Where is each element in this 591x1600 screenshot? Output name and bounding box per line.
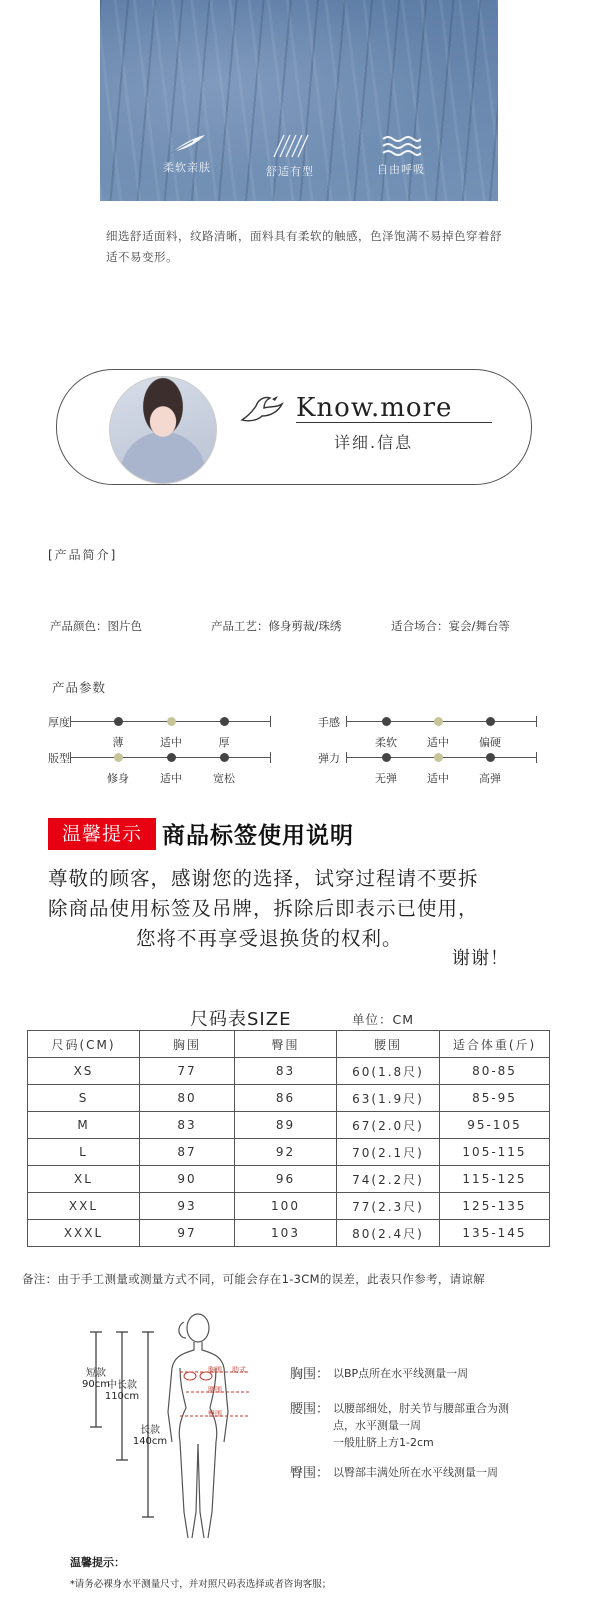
feature-label: 柔软亲肤 <box>163 161 211 174</box>
table-cell: S <box>28 1085 140 1112</box>
hip-desc: 以臀部丰满处所在水平线测量一周 <box>333 1466 498 1479</box>
param-tick <box>536 716 537 727</box>
size-table-unit: 单位：CM <box>352 1012 415 1027</box>
param-option: 无弹 <box>375 772 397 785</box>
tips-text: *请务必裸身水平测量尺寸，并对照尺码表选择或者咨询客服； <box>70 1579 332 1590</box>
size-table-header-cell: 尺码(CM) <box>28 1031 140 1058</box>
param-option: 适中 <box>427 772 449 785</box>
notice-thanks: 谢谢！ <box>452 948 509 969</box>
param-tick <box>70 716 71 727</box>
feature-soft <box>142 133 232 175</box>
table-cell: 67(2.0尺) <box>337 1112 440 1139</box>
waist-desc <box>333 1400 509 1451</box>
param-name: 版型 <box>48 752 70 765</box>
texture-lines-icon <box>270 133 310 159</box>
length-long-label <box>132 1425 168 1447</box>
table-cell: 93 <box>140 1193 235 1220</box>
product-section-label: [产品简介] <box>48 548 118 562</box>
param-tick <box>346 716 347 727</box>
chest-label: 胸围： <box>290 1367 330 1382</box>
table-cell: 92 <box>235 1139 337 1166</box>
table-row <box>28 1058 550 1085</box>
param-option: 适中 <box>160 736 182 749</box>
fabric-description: 细选舒适面料，纹路清晰，面料具有柔软的触感，色泽饱满不易掉色穿着舒适不易变形。 <box>106 229 502 264</box>
notice-body <box>48 864 548 954</box>
tips-title: 温馨提示： <box>70 1556 125 1569</box>
chest-desc: 以BP点所在水平线测量一周 <box>333 1367 469 1380</box>
table-cell: 77 <box>140 1058 235 1085</box>
waist-label: 腰围： <box>290 1402 330 1417</box>
table-cell: 103 <box>235 1220 337 1247</box>
param-dot <box>114 717 123 726</box>
length-mid-value: 110cm <box>104 1391 140 1402</box>
know-more-underline <box>296 422 492 423</box>
feature-label: 自由呼吸 <box>377 163 425 176</box>
know-more-subtitle: 详细.信息 <box>334 433 414 452</box>
param-option: 宽松 <box>213 772 235 785</box>
fig-chest-mark: 胸围 <box>208 1366 222 1374</box>
table-cell: XL <box>28 1166 140 1193</box>
param-dot <box>434 717 443 726</box>
param-tick <box>346 752 347 763</box>
waist-desc-line: 点，水平测量一周 <box>333 1419 421 1432</box>
table-row <box>28 1112 550 1139</box>
table-cell: 95-105 <box>440 1112 550 1139</box>
hip-label: 臀围： <box>290 1466 330 1481</box>
table-row <box>28 1085 550 1112</box>
body-measure-figure <box>80 1312 280 1547</box>
param-option: 适中 <box>427 736 449 749</box>
param-dot <box>486 753 495 762</box>
fabric-photo <box>100 0 498 201</box>
table-cell: 60(1.8尺) <box>337 1058 440 1085</box>
notice-line: 除商品使用标签及吊牌，拆除后即表示已使用， <box>48 897 479 920</box>
length-mid-name: 中长款 <box>107 1380 137 1391</box>
table-cell: 83 <box>140 1112 235 1139</box>
param-option: 高弹 <box>479 772 501 785</box>
param-dot <box>382 753 391 762</box>
table-cell: 77(2.3尺) <box>337 1193 440 1220</box>
param-slider <box>318 752 558 788</box>
table-row <box>28 1193 550 1220</box>
wave-icon <box>381 133 421 157</box>
length-mid-label <box>104 1380 140 1402</box>
table-cell: 125-135 <box>440 1193 550 1220</box>
size-table-header-cell: 腰围 <box>337 1031 440 1058</box>
notice-line: 您将不再享受退换货的权利。 <box>136 927 403 950</box>
feather-icon <box>167 133 207 155</box>
table-cell: 85-95 <box>440 1085 550 1112</box>
table-cell: 90 <box>140 1166 235 1193</box>
length-long-name: 长款 <box>140 1425 160 1436</box>
param-tick <box>70 752 71 763</box>
param-dot <box>114 753 123 762</box>
size-table <box>27 1030 550 1247</box>
param-slider <box>48 752 288 788</box>
table-cell: XXL <box>28 1193 140 1220</box>
table-cell: 80 <box>140 1085 235 1112</box>
size-table-note: 备注：由于手工测量或测量方式不同，可能会存在1-3CM的误差，此表只作参考，请谅解 <box>22 1272 486 1286</box>
notice-badge: 温馨提示 <box>48 818 156 850</box>
size-table-title: 尺码表SIZE <box>190 1009 292 1030</box>
table-cell: 115-125 <box>440 1166 550 1193</box>
table-cell: 70(2.1尺) <box>337 1139 440 1166</box>
length-long-value: 140cm <box>132 1436 168 1447</box>
param-slider <box>48 716 288 752</box>
table-cell: L <box>28 1139 140 1166</box>
table-cell: M <box>28 1112 140 1139</box>
table-cell: 63(1.9尺) <box>337 1085 440 1112</box>
table-cell: 105-115 <box>440 1139 550 1166</box>
params-title: 产品参数 <box>52 680 107 695</box>
param-tick <box>270 752 271 763</box>
feature-breath <box>356 133 446 177</box>
param-dot <box>220 717 229 726</box>
param-option: 厚 <box>218 736 230 749</box>
product-color: 产品颜色：图片色 <box>50 619 142 633</box>
param-dot <box>167 717 176 726</box>
feature-fit <box>245 133 335 179</box>
product-craft: 产品工艺：修身剪裁/珠绣 <box>211 619 342 633</box>
size-table-header-cell: 臀围 <box>235 1031 337 1058</box>
table-cell: 83 <box>235 1058 337 1085</box>
dove-icon <box>238 390 288 430</box>
table-cell: 100 <box>235 1193 337 1220</box>
param-option: 偏硬 <box>479 736 501 749</box>
model-avatar <box>109 376 217 484</box>
know-more-title: Know.more <box>296 393 453 423</box>
size-table-header <box>28 1031 550 1058</box>
waist-desc-line: 以腰部细处，肘关节与腰部重合为测 <box>333 1402 509 1415</box>
length-short-value: 90cm <box>82 1379 110 1390</box>
table-cell: 135-145 <box>440 1220 550 1247</box>
size-table-header-cell: 适合体重(斤) <box>440 1031 550 1058</box>
table-cell: 80-85 <box>440 1058 550 1085</box>
table-row <box>28 1166 550 1193</box>
table-cell: 86 <box>235 1085 337 1112</box>
param-tick <box>270 716 271 727</box>
table-cell: 89 <box>235 1112 337 1139</box>
param-name: 厚度 <box>48 716 70 729</box>
param-option: 柔软 <box>375 736 397 749</box>
table-cell: XXXL <box>28 1220 140 1247</box>
table-cell: 80(2.4尺) <box>337 1220 440 1247</box>
product-occasion: 适合场合：宴会/舞台等 <box>391 619 510 633</box>
table-cell: 87 <box>140 1139 235 1166</box>
waist-desc-line: 一般肚脐上方1-2cm <box>333 1436 434 1449</box>
table-cell: XS <box>28 1058 140 1085</box>
param-dot <box>434 753 443 762</box>
length-short-name: 短款 <box>86 1368 106 1379</box>
param-option: 适中 <box>160 772 182 785</box>
fig-fit-mark: 肋式 <box>232 1366 246 1374</box>
notice-heading: 商品标签使用说明 <box>162 823 354 849</box>
param-slider <box>318 716 558 752</box>
table-cell: 96 <box>235 1166 337 1193</box>
param-dot <box>486 717 495 726</box>
fig-waist-mark: 腰围 <box>208 1386 222 1394</box>
param-option: 薄 <box>112 736 124 749</box>
param-name: 手感 <box>318 716 340 729</box>
feature-label: 舒适有型 <box>266 165 314 178</box>
param-dot <box>382 717 391 726</box>
size-table-header-cell: 胸围 <box>140 1031 235 1058</box>
fig-hip-mark: 臀围 <box>208 1410 222 1418</box>
notice-line: 尊敬的顾客，感谢您的选择，试穿过程请不要拆 <box>48 867 479 890</box>
param-dot <box>167 753 176 762</box>
param-name: 弹力 <box>318 752 340 765</box>
param-dot <box>220 753 229 762</box>
param-option: 修身 <box>107 772 129 785</box>
table-cell: 97 <box>140 1220 235 1247</box>
table-row <box>28 1139 550 1166</box>
param-tick <box>536 752 537 763</box>
table-cell: 74(2.2尺) <box>337 1166 440 1193</box>
table-row <box>28 1220 550 1247</box>
